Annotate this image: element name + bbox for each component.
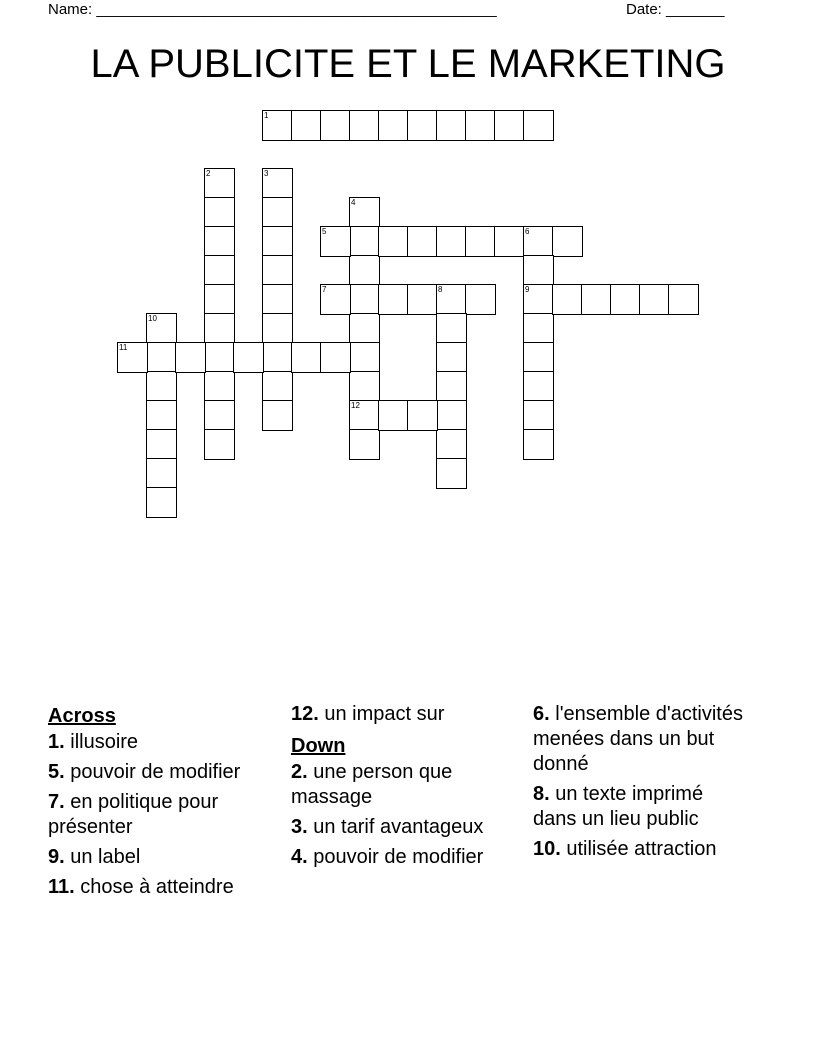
grid-cell[interactable] [407, 400, 438, 431]
clue-number: 4 [351, 198, 356, 207]
grid-cell[interactable] [552, 226, 583, 257]
grid-cell[interactable] [204, 226, 235, 257]
grid-cell[interactable] [349, 255, 380, 286]
clue-down-4: 4. pouvoir de modifier [291, 846, 484, 868]
clue-number: 9 [525, 285, 530, 294]
grid-cell[interactable] [436, 371, 467, 402]
grid-cell[interactable] [523, 313, 554, 344]
clue-across-7: 7. en politique pour présenter [48, 791, 219, 838]
clue-across-9: 9. un label [48, 846, 141, 868]
grid-cell[interactable] [407, 226, 438, 257]
grid-cell[interactable] [436, 313, 467, 344]
grid-cell[interactable] [204, 284, 235, 315]
grid-cell[interactable] [523, 429, 554, 460]
clue-number: 10 [148, 314, 157, 323]
grid-cell[interactable] [378, 400, 409, 431]
grid-cell[interactable] [407, 110, 438, 141]
clue-number: 6 [525, 227, 530, 236]
grid-cell[interactable] [639, 284, 670, 315]
grid-cell[interactable] [262, 400, 293, 431]
clue-across-12: 12. un impact sur [291, 703, 445, 725]
grid-cell[interactable] [262, 284, 293, 315]
clue-down-2: 2. une person que massage [291, 761, 453, 808]
grid-cell[interactable] [668, 284, 699, 315]
grid-cell[interactable] [552, 284, 583, 315]
clue-number: 11 [119, 343, 128, 352]
grid-cell[interactable] [262, 197, 293, 228]
grid-cell[interactable] [146, 400, 177, 431]
grid-cell[interactable] [436, 458, 467, 489]
grid-cell[interactable] [117, 342, 148, 373]
grid-cell[interactable] [436, 429, 467, 460]
grid-cell[interactable] [523, 226, 554, 257]
clue-across-1: 1. illusoire [48, 731, 139, 753]
grid-cell[interactable] [494, 226, 525, 257]
clues-section [48, 702, 788, 1002]
grid-cell[interactable] [204, 197, 235, 228]
grid-cell[interactable] [378, 226, 409, 257]
grid-cell[interactable] [465, 226, 496, 257]
clues-column-1 [48, 702, 263, 905]
grid-cell[interactable] [349, 197, 380, 228]
clue-number: 8 [438, 285, 443, 294]
grid-cell[interactable] [349, 226, 380, 257]
date-field-label: Date: _______ [626, 1, 725, 18]
grid-cell[interactable] [320, 284, 351, 315]
grid-cell[interactable] [204, 429, 235, 460]
clue-down-3: 3. un tarif avantageux [291, 816, 484, 838]
grid-cell[interactable] [204, 400, 235, 431]
clue-down-8: 8. un texte imprimé dans un lieu public [533, 783, 704, 830]
grid-cell[interactable] [146, 458, 177, 489]
grid-cell[interactable] [262, 255, 293, 286]
grid-cell[interactable] [262, 371, 293, 402]
grid-cell[interactable] [523, 284, 554, 315]
grid-cell[interactable] [436, 400, 467, 431]
grid-cell[interactable] [320, 342, 351, 373]
grid-cell[interactable] [436, 342, 467, 373]
clue-number: 7 [322, 285, 327, 294]
grid-cell[interactable] [146, 342, 177, 373]
grid-cell[interactable] [320, 226, 351, 257]
grid-cell[interactable] [146, 429, 177, 460]
grid-cell[interactable] [349, 110, 380, 141]
grid-cell[interactable] [204, 168, 235, 199]
grid-cell[interactable] [204, 313, 235, 344]
grid-cell[interactable] [175, 342, 206, 373]
grid-cell[interactable] [436, 226, 467, 257]
grid-cell[interactable] [233, 342, 264, 373]
clue-number: 1 [264, 111, 269, 120]
clue-number: 2 [206, 169, 211, 178]
clues-column-2 [291, 702, 506, 875]
grid-cell[interactable] [291, 110, 322, 141]
grid-cell[interactable] [610, 284, 641, 315]
grid-cell[interactable] [262, 342, 293, 373]
grid-cell[interactable] [581, 284, 612, 315]
grid-cell[interactable] [146, 371, 177, 402]
grid-cell[interactable] [204, 255, 235, 286]
grid-cell[interactable] [436, 284, 467, 315]
clue-across-5: 5. pouvoir de modifier [48, 761, 241, 783]
grid-cell[interactable] [349, 313, 380, 344]
grid-cell[interactable] [523, 255, 554, 286]
clue-across-11: 11. chose à atteindre [48, 876, 234, 898]
clue-down-10: 10. utilisée attraction [533, 838, 717, 860]
grid-cell[interactable] [523, 400, 554, 431]
grid-cell[interactable] [523, 342, 554, 373]
grid-cell[interactable] [262, 110, 293, 141]
clue-number: 3 [264, 169, 269, 178]
grid-cell[interactable] [494, 110, 525, 141]
grid-cell[interactable] [262, 168, 293, 199]
grid-cell[interactable] [262, 313, 293, 344]
across-heading: Across [48, 705, 116, 727]
clue-down-6: 6. l'ensemble d'activités menées dans un but donné [533, 703, 743, 775]
grid-cell[interactable] [378, 284, 409, 315]
grid-cell[interactable] [523, 110, 554, 141]
crossword-grid [0, 0, 816, 520]
grid-cell[interactable] [465, 284, 496, 315]
name-field-label: Name: ________________________________________________ [48, 1, 497, 18]
page-title: LA PUBLICITE ET LE MARKETING [90, 42, 726, 86]
grid-cell[interactable] [436, 110, 467, 141]
grid-cell[interactable] [146, 313, 177, 344]
grid-cell[interactable] [407, 284, 438, 315]
grid-cell[interactable] [378, 110, 409, 141]
grid-cell[interactable] [204, 342, 235, 373]
grid-cell[interactable] [523, 371, 554, 402]
down-heading: Down [291, 735, 346, 757]
grid-cell[interactable] [146, 487, 177, 518]
grid-cell[interactable] [349, 429, 380, 460]
grid-cell[interactable] [349, 284, 380, 315]
clue-number: 5 [322, 227, 327, 236]
grid-cell[interactable] [349, 400, 380, 431]
grid-cell[interactable] [204, 371, 235, 402]
grid-cell[interactable] [320, 110, 351, 141]
grid-cell[interactable] [262, 226, 293, 257]
grid-cell[interactable] [291, 342, 322, 373]
grid-cell[interactable] [349, 342, 380, 373]
clues-column-3 [533, 702, 748, 867]
grid-cell[interactable] [349, 371, 380, 402]
grid-cell[interactable] [465, 110, 496, 141]
clue-number: 12 [351, 401, 360, 410]
